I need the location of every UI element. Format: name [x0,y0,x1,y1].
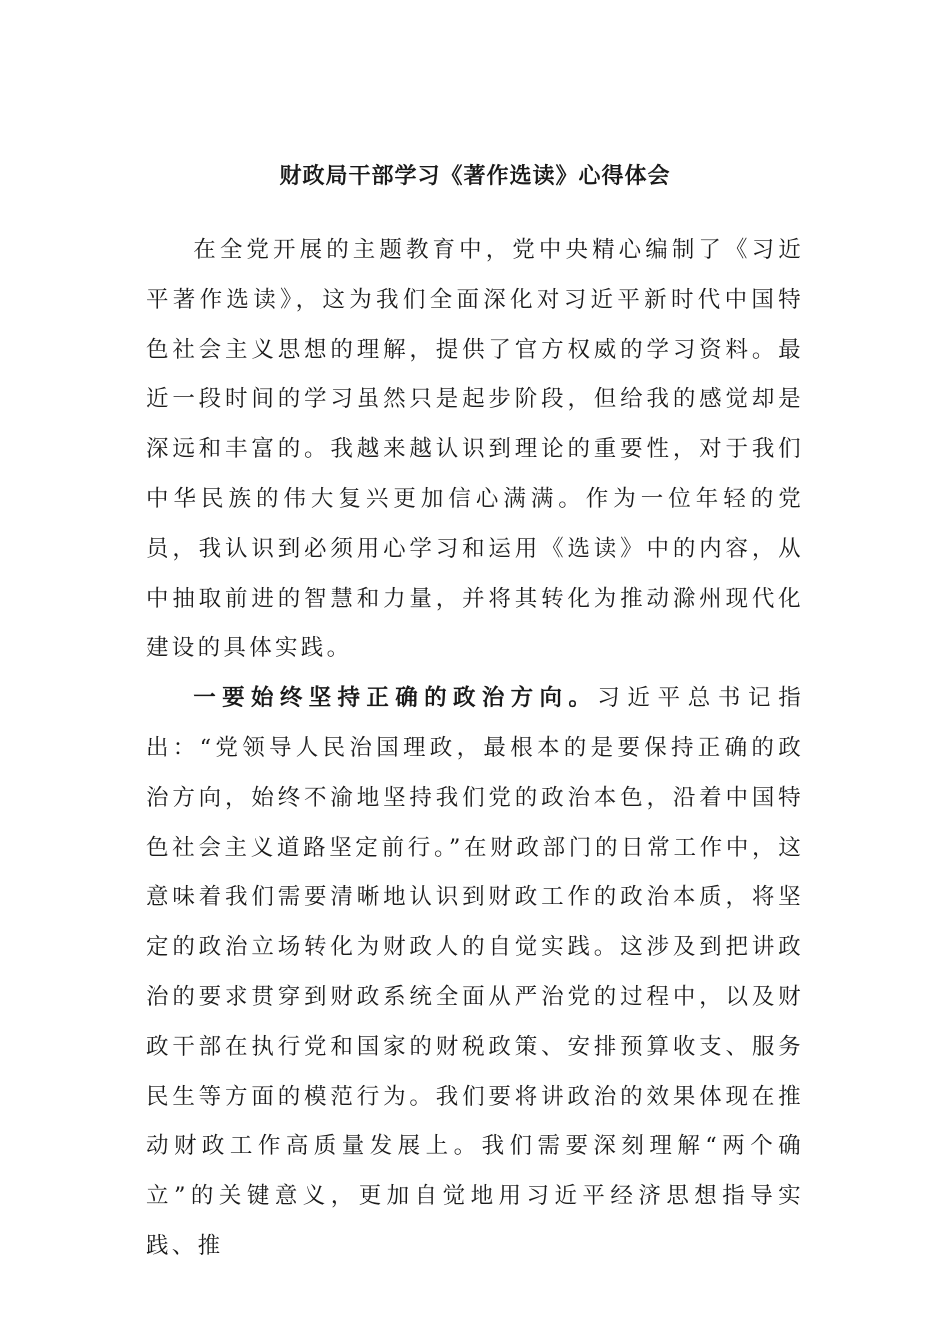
document-title: 财政局干部学习《著作选读》心得体会 [279,163,671,189]
paragraph-intro-text: 在全党开展的主题教育中，党中央精心编制了《习近平著作选读》，这为我们全面深化对习近平新时代中国特色社会主义思想的理解，提供了官方权威的学习资料。最近一段时间的学习虽然只是起步阶段，但给我的感觉却是深远和丰富的。我越来越认识到理论的重要性，对于我们中华民族的伟大复兴更加信心满满。作为一位年轻的党员，我认识到必须用心学习和运用《选读》中的内容，从中抽取前进的智慧和力量，并将其转化为推动滁州现代化建设的具体实践。 [146,237,804,662]
document-page [146,150,804,1272]
paragraph-point-one [146,674,804,1272]
paragraph-point-one-heading: 一要始终坚持正确的政治方向。 [193,685,598,712]
paragraph-point-one-text: 习近平总书记指出：“党领导人民治国理政，最根本的是要保持正确的政治方向，始终不渝地坚持我们党的政治本色，沿着中国特色社会主义道路坚定前行。”在财政部门的日常工作中，这意味着我们需要清晰地认识到财政工作的政治本质，将坚定的政治立场转化为财政人的自觉实践。这涉及到把讲政治的要求贯穿到财政系统全面从严治党的过程中，以及财政干部在执行党和国家的财税政策、安排预算收支、服务民生等方面的模范行为。我们要将讲政治的效果体现在推动财政工作高质量发展上。我们需要深刻理解“两个确立”的关键意义，更加自觉地用习近平经济思想指导实践、推 [146,685,804,1259]
paragraph-intro [146,226,804,674]
